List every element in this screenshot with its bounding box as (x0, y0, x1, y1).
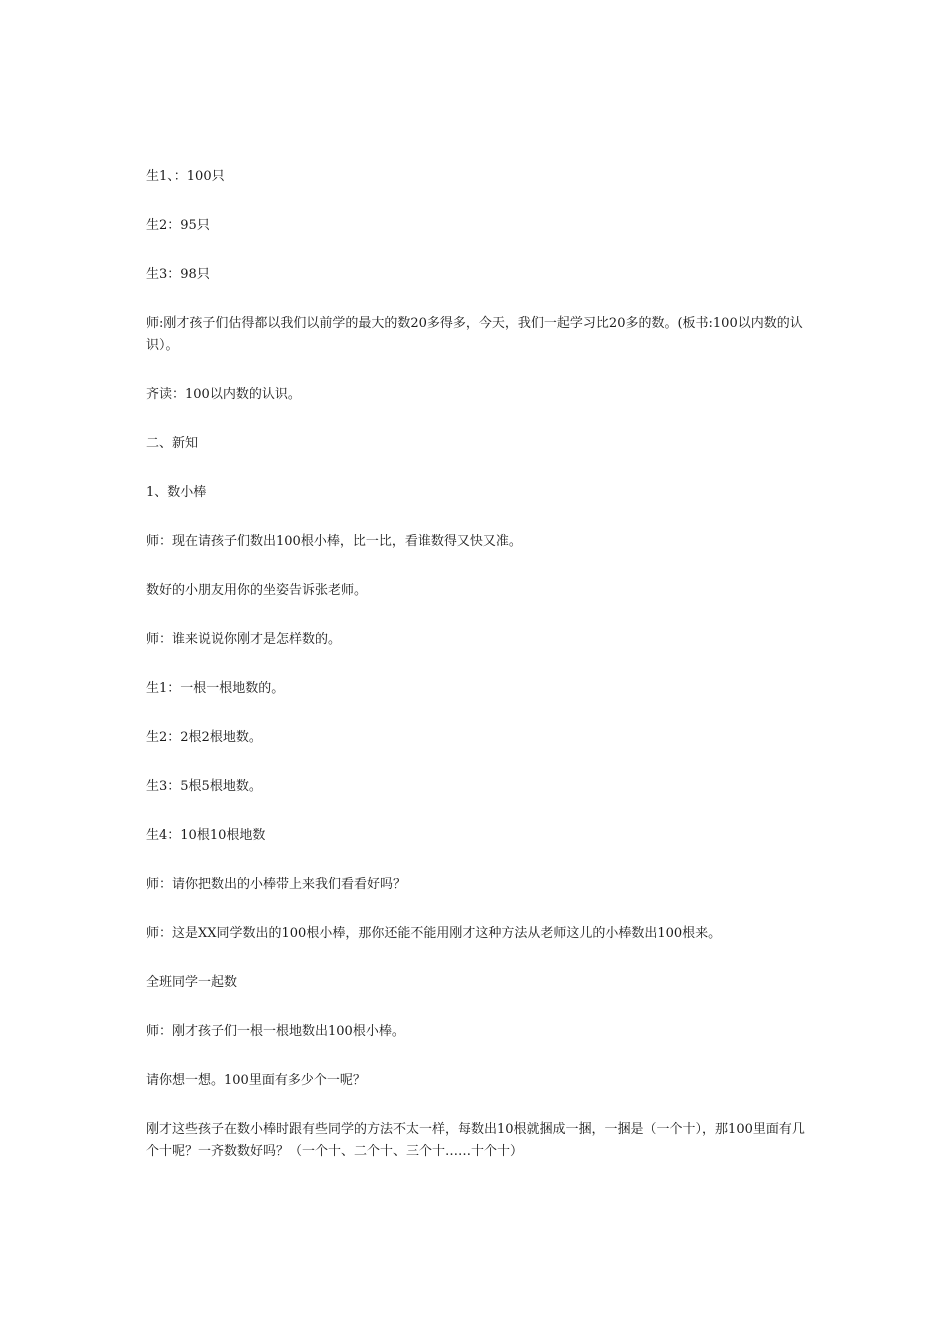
paragraph-student4-method: 生4：10根10根地数 (146, 828, 266, 843)
paragraph-class-count: 全班同学一起数 (146, 975, 238, 990)
paragraph-teacher-one-by-one: 师：刚才孩子们一根一根地数出100根小棒。 (146, 1024, 405, 1039)
paragraph-how-many-ones: 请你想一想。100里面有多少个一呢？ (146, 1073, 366, 1088)
subsection-heading-count-sticks: 1、数小棒 (146, 485, 207, 500)
paragraph-bundles-of-ten: 刚才这些孩子在数小棒时跟有些同学的方法不太一样，每数出10根就捆成一捆，一捆是（一个十），那100里面有几个十呢？一齐数数好吗？（一个十、二个十、三个十……十个十） (146, 1122, 805, 1159)
paragraph-read-together: 齐读：100以内数的认识。 (146, 387, 301, 402)
paragraph-sitting-posture: 数好的小朋友用你的坐姿告诉张老师。 (146, 583, 368, 598)
section-heading-new-knowledge: 二、新知 (146, 436, 199, 451)
document-body (146, 166, 814, 1190)
paragraph-teacher-xx-sticks: 师：这是XX同学数出的100根小棒，那你还能不能用刚才这种方法从老师这儿的小棒数出100根来。 (146, 926, 722, 941)
paragraph-student2-method: 生2：2根2根地数。 (146, 730, 262, 745)
paragraph-teacher-count-100: 师：现在请孩子们数出100根小棒，比一比，看谁数得又快又准。 (146, 534, 522, 549)
paragraph-student2-answer: 生2：95只 (146, 218, 210, 233)
paragraph-student3-answer: 生3：98只 (146, 267, 210, 282)
paragraph-student3-method: 生3：5根5根地数。 (146, 779, 262, 794)
paragraph-student1-method: 生1：一根一根地数的。 (146, 681, 285, 696)
paragraph-teacher-how-counted: 师：谁来说说你刚才是怎样数的。 (146, 632, 342, 647)
paragraph-student1-answer: 生1、：100只 (146, 169, 225, 184)
paragraph-teacher-intro: 师:刚才孩子们估得都以我们以前学的最大的数20多得多，今天，我们一起学习比20多的数。(板书:100以内数的认识）。 (146, 316, 803, 353)
paragraph-teacher-bring-sticks: 师：请你把数出的小棒带上来我们看看好吗？ (146, 877, 407, 892)
